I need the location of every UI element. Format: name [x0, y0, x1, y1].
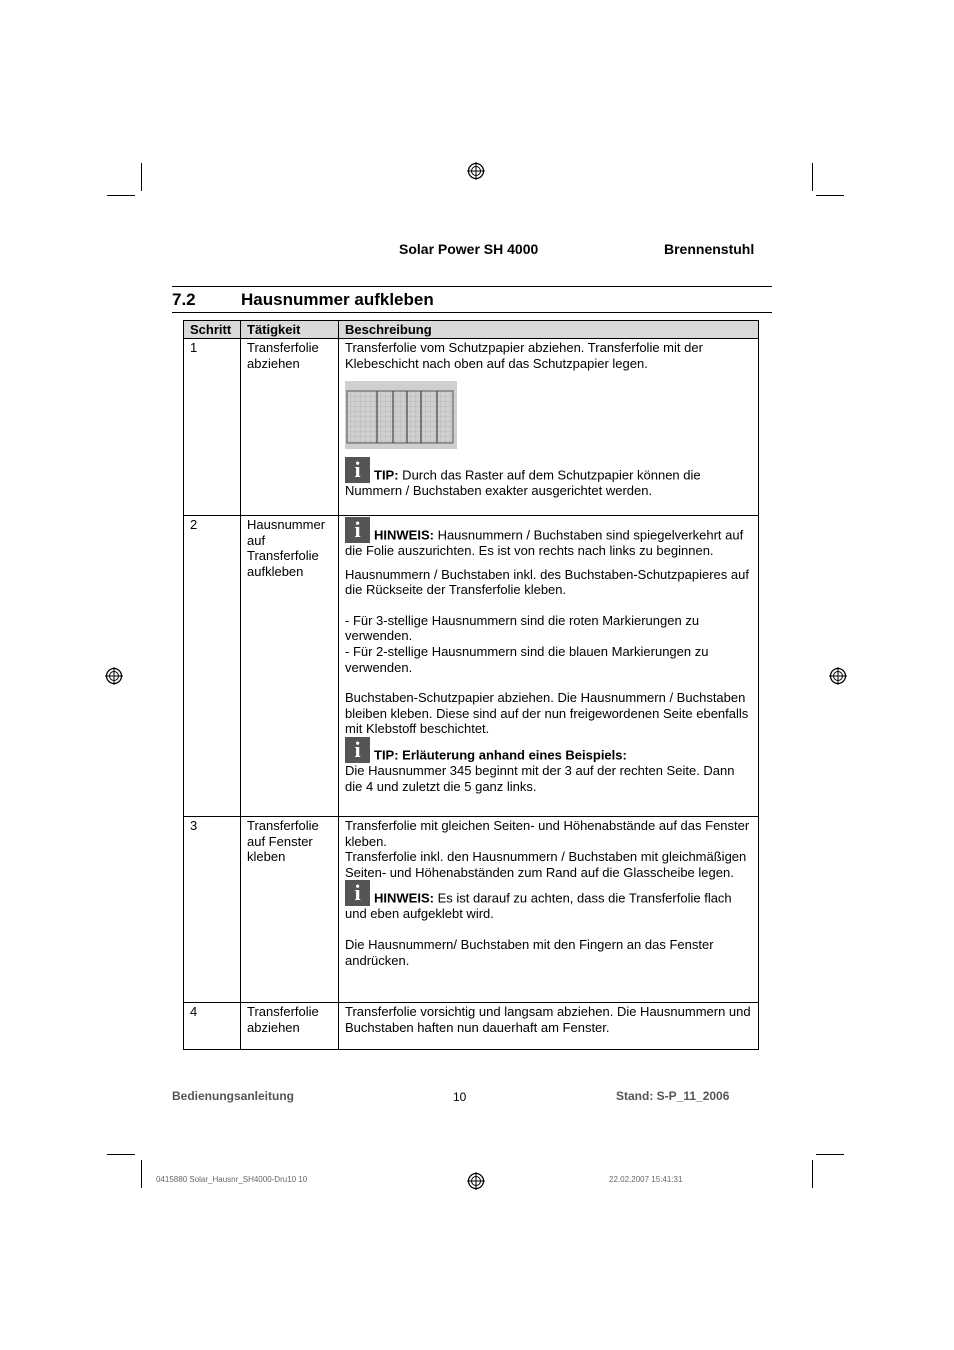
info-icon: i [345, 517, 370, 543]
description-text: Buchstaben-Schutzpapier abziehen. Die Hausnummern / Buchstaben bleiben kleben. Diese sind auf der nun freigewordenen Seite ebenfalls mit Klebstoff beschichtet. [345, 690, 749, 737]
step-description [339, 516, 759, 817]
crop-mark [816, 195, 844, 196]
table-row [184, 516, 759, 817]
step-number: 4 [184, 1003, 241, 1050]
page-number: 10 [453, 1090, 467, 1104]
crop-mark [107, 195, 135, 196]
crop-mark [141, 1160, 142, 1188]
column-header-step: Schritt [184, 321, 241, 339]
tip-text: Die Hausnummer 345 beginnt mit der 3 auf der rechten Seite. Dann die 4 und zuletzt die 5 ganz links. [345, 762, 735, 794]
step-description [339, 1003, 759, 1050]
step-activity: Transferfolie auf Fenster kleben [241, 817, 339, 1003]
note-label: HINWEIS: [374, 527, 434, 543]
info-icon: i [345, 737, 370, 763]
registration-mark-icon [467, 162, 485, 180]
crop-mark [812, 163, 813, 191]
registration-mark-icon [467, 1172, 485, 1190]
column-header-activity: Tätigkeit [241, 321, 339, 339]
tip-paragraph [345, 737, 753, 763]
table-row [184, 817, 759, 1003]
description-text: Transferfolie vorsichtig und langsam abziehen. Die Hausnummern und Buchstaben haften nun dauerhaft am Fenster. [345, 1004, 751, 1035]
footer-manual-label: Bedienungsanleitung [172, 1089, 295, 1103]
description-text: - Für 3-stellige Hausnummern sind die roten Markierungen zu verwenden. [345, 612, 700, 644]
grid-sheet-icon [345, 381, 457, 449]
step-number: 2 [184, 516, 241, 817]
table-header-row [184, 321, 759, 339]
section-heading [172, 286, 772, 313]
step-description [339, 817, 759, 1003]
step-number: 3 [184, 817, 241, 1003]
print-slug-file: 0415880 Solar_Hausnr_SH4000-Dru10 10 [156, 1175, 308, 1184]
tip-paragraph [345, 457, 753, 499]
tip-label: TIP: [374, 467, 399, 483]
section-title: Hausnummer aufkleben [241, 290, 434, 309]
description-text: Transferfolie mit gleichen Seiten- und Höhenabstände auf das Fenster kleben. [345, 818, 750, 849]
note-paragraph [345, 517, 753, 559]
header-brand: Brennenstuhl [664, 241, 755, 257]
crop-mark [812, 1160, 813, 1188]
crop-mark [141, 163, 142, 191]
table-row [184, 1003, 759, 1050]
column-header-description: Beschreibung [339, 321, 759, 339]
print-slug-timestamp: 22.02.2007 15:41:31 [609, 1175, 683, 1184]
step-description [339, 339, 759, 516]
header-product: Solar Power SH 4000 [399, 241, 539, 257]
step-activity: Hausnummer auf Transferfolie aufkleben [241, 516, 339, 817]
transfer-sheet-illustration [345, 381, 457, 449]
registration-mark-icon [105, 667, 123, 685]
registration-mark-icon [829, 667, 847, 685]
note-text: Es ist darauf zu achten, dass die Transferfolie flach und eben aufgeklebt wird. [345, 890, 732, 922]
description-text: Transferfolie inkl. den Hausnummern / Buchstaben mit gleichmäßigen Seiten- und Höhenabständen zum Rand auf die Glasscheibe legen. [345, 849, 747, 880]
step-activity: Transferfolie abziehen [241, 1003, 339, 1050]
description-text: Transferfolie vom Schutzpapier abziehen. Transferfolie mit der Klebeschicht nach oben auf das Schutzpapier legen. [345, 340, 703, 371]
note-paragraph [345, 880, 753, 922]
description-text: Die Hausnummern/ Buchstaben mit den Fingern an das Fenster andrücken. [345, 936, 714, 968]
description-text: Hausnummern / Buchstaben inkl. des Buchstaben-Schutzpapieres auf die Rückseite der Transferfolie kleben. [345, 566, 749, 598]
tip-label: TIP: Erläuterung anhand eines Beispiels: [374, 747, 627, 763]
footer-version: Stand: S-P_11_2006 [616, 1089, 730, 1103]
step-number: 1 [184, 339, 241, 516]
tip-text: Durch das Raster auf dem Schutzpapier können die Nummern / Buchstaben exakter ausgerichtet werden. [345, 467, 701, 499]
step-activity: Transferfolie abziehen [241, 339, 339, 516]
description-text: - Für 2-stellige Hausnummern sind die blauen Markierungen zu verwenden. [345, 643, 709, 675]
table-row [184, 339, 759, 516]
info-icon: i [345, 457, 370, 483]
crop-mark [816, 1154, 844, 1155]
note-text: Hausnummern / Buchstaben sind spiegelverkehrt auf die Folie auszurichten. Es ist von rechts nach links zu beginnen. [345, 527, 744, 558]
note-label: HINWEIS: [374, 890, 434, 906]
info-icon: i [345, 880, 370, 906]
section-number: 7.2 [172, 290, 196, 309]
steps-table [183, 320, 759, 1050]
crop-mark [107, 1154, 135, 1155]
